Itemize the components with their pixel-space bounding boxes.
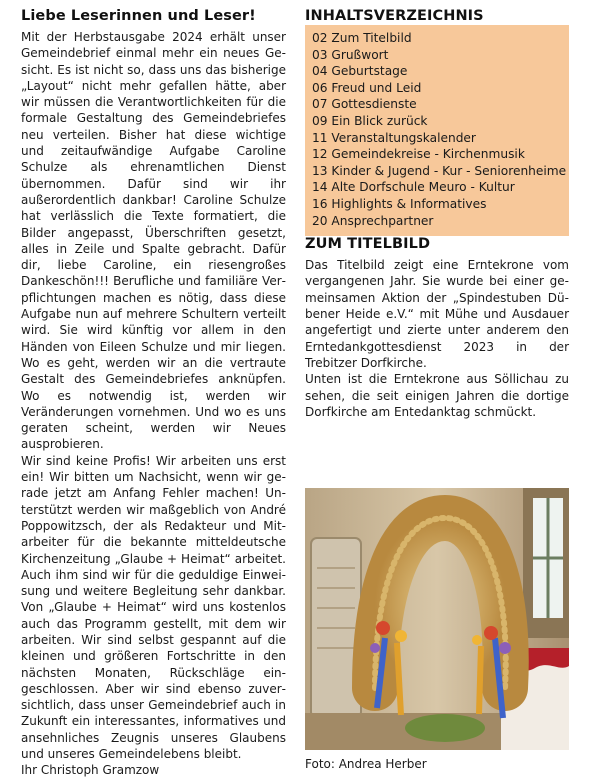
cover-paragraph: Das Titelbild zeigt eine Erntekrone vom vergangenen Jahr. Sie wurde bei einer gemeinsamen Aktion der „Spindestuben Dübener Heide e.V.“ mit Mühe und Ausdauer angefertigt und zierte unter anderem den Erntedankgottesdienst 2023 in der Trebitzer Dorfkirche. (305, 258, 569, 370)
toc-item: 13 Kinder & Jugend - Kur - Seniorenheime (312, 163, 567, 178)
toc-item: 02 Zum Titelbild (312, 31, 412, 45)
toc-item: 06 Freud und Leid (312, 80, 422, 95)
letter-heading: Liebe Leserinnen und Leser! (21, 8, 256, 24)
sidebar-column (305, 8, 569, 420)
letter-signature: Ihr Christoph Gramzow (21, 763, 160, 778)
toc-item: 14 Alte Dorfschule Meuro - Kultur (312, 180, 515, 195)
toc-heading: INHALTSVERZEICHNIS (305, 8, 484, 24)
toc-item: 16 Highlights & Informatives (312, 196, 487, 211)
cover-paragraph: Unten ist die Erntekrone aus Söllichau zu sehen, die seit einigen Jahren die dortige Dorfkirche am Entedanktag schmückt. (305, 372, 569, 419)
photo-caption: Foto: Andrea Herber (305, 757, 427, 771)
toc-item: 09 Ein Blick zurück (312, 113, 428, 128)
toc-item: 20 Ansprechpartner (312, 213, 434, 228)
toc-item: 04 Geburtstage (312, 64, 408, 79)
toc-item: 11 Veranstaltungskalender (312, 130, 476, 145)
letter-body (21, 29, 286, 762)
toc-item: 12 Gemeindekreise - Kirchenmusik (312, 147, 525, 162)
letter-column (21, 8, 286, 779)
toc-item: 03 Grußwort (312, 47, 389, 62)
letter-paragraph: Wir sind keine Profis! Wir arbeiten uns erst ein! Wir bitten um Nachsicht, wenn wir gerade jetzt am Anfang Fehler machen! Unterstützt werden wir maßgeblich von André Poppowitzsch, der als Redakteur und Mitarbeiter für die bekannte mitteldeutsche Kirchenzeitung „Glaube + Heimat“ arbeitet. Auch ihm sind wir für die geduldige Einweisung und weitere Begleitung sehr dankbar. Von „Glaube + Heimat“ wird uns kostenlos auch das Programm gestellt, mit dem wir arbeiten. Wir sind selbst gespannt auf die kleinen und größeren Fortschritte in den nächsten Monaten, Rückschläge eingeschlossen. Aber wir sind ebenso zuversichtlich, dass unser Gemeindebrief auch in Zukunft ein interessantes, informatives und ansehnliches Zeugnis unseres Glaubens und unseres Gemeindelebens bleibt. (21, 453, 286, 762)
harvest-crown-photo (305, 488, 569, 750)
cover-text (305, 257, 569, 420)
cover-heading: ZUM TITELBILD (305, 236, 431, 253)
table-of-contents (305, 25, 569, 236)
letter-paragraph: Mit der Herbstausgabe 2024 erhält unser Gemeindebrief einmal mehr ein neues Gesicht. Es ist nicht so, dass uns das bisherige „Layout“ nicht mehr gefallen hätte, aber wir müssen die Verantwortlichkeiten für die formale Gestaltung des Gemeindebriefes neu verteilen. Bisher hat diese wichtige und zeitaufwändige Aufgabe Caroline Schulze als ehrenamtlichen Dienst übernommen. Dafür sind wir ihr außerordentlich dankbar! Caroline Schulze hat verlässlich die Texte formatiert, die Bilder angepasst, Überschriften gesetzt, alles in Zeile und Spalte gebracht. Dafür dir, liebe Caroline, ein riesengroßes Dankeschön!!! Berufliche und familiäre Verpflichtungen machen es nötig, dass diese Aufgabe nun auf mehrere Schultern verteilt wird. Sie wird künftig vor allem in den Händen von Eileen Schulze und mir liegen. Wo es geht, werden wir an die vertraute Gestalt des Gemeindebriefes anknüpfen. Wo es notwendig ist, werden wir Veränderungen vornehmen. Und wo es uns geraten scheint, werden wir Neues ausprobieren. (21, 30, 286, 452)
toc-item: 07 Gottesdienste (312, 97, 417, 112)
